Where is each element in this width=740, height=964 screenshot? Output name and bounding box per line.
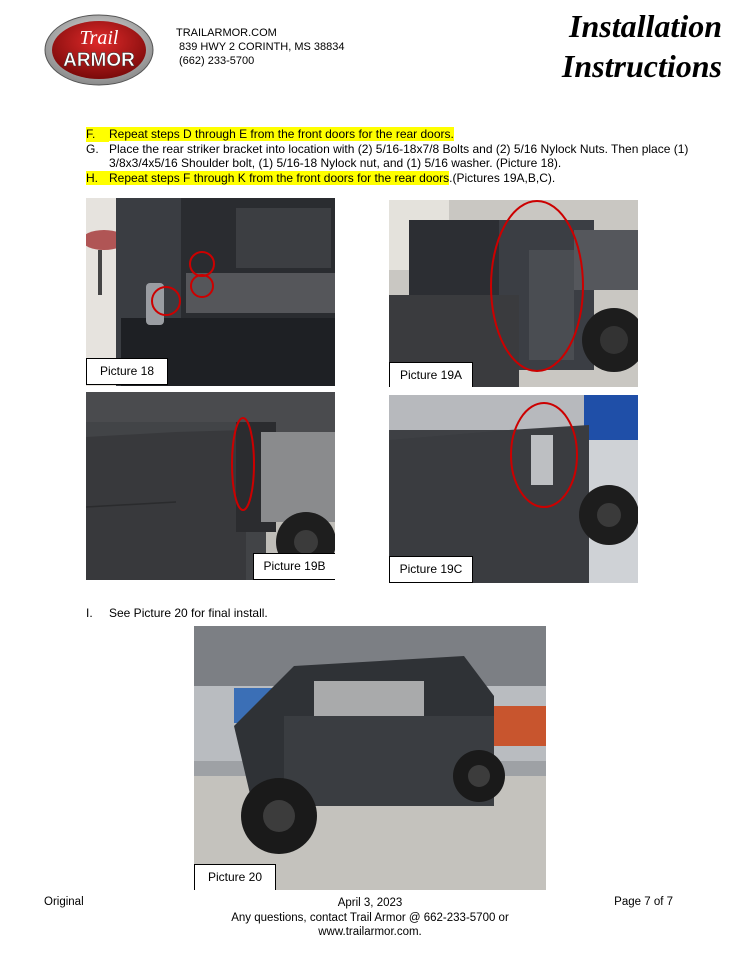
- footer-page-number: Page 7 of 7: [614, 896, 673, 908]
- trail-armor-logo: [44, 14, 154, 86]
- step-text-suffix: .(Pictures 19A,B,C).: [449, 170, 556, 185]
- step-text: See Picture 20 for final install.: [109, 606, 268, 620]
- step-text: Repeat steps F through K from the front doors for the rear doors: [109, 170, 450, 185]
- company-url: TRAILARMOR.COM: [176, 27, 277, 39]
- footer-date: April 3, 2023: [337, 897, 403, 909]
- svg-text:ARMOR: ARMOR: [63, 50, 135, 71]
- step-text: Repeat steps D through E from the front doors for the rear doors.: [109, 127, 454, 141]
- footer-contact-line-1: Any questions, contact Trail Armor @ 662-233-5700 or: [231, 912, 509, 924]
- picture-19b-image: [86, 392, 335, 580]
- footer-contact-line-2: www.trailarmor.com.: [318, 926, 422, 938]
- step-letter: I.: [86, 606, 93, 620]
- step-h: [86, 171, 706, 186]
- picture-19c-image: [389, 395, 638, 583]
- step-letter: H.: [86, 171, 109, 186]
- picture-19a-caption: Picture 19A: [389, 362, 473, 387]
- instruction-steps: [86, 127, 706, 185]
- step-letter: F.: [86, 127, 109, 142]
- photo-picture-18: [86, 198, 335, 386]
- page-title: [562, 6, 722, 86]
- photo-picture-19a: [389, 200, 638, 387]
- title-line-2: Instructions: [561, 48, 722, 84]
- picture-19c-caption: Picture 19C: [389, 556, 473, 583]
- title-line-1: Installation: [569, 8, 722, 44]
- picture-19a-image: [389, 200, 638, 387]
- photo-picture-19b: [86, 392, 335, 580]
- step-f: [86, 127, 706, 142]
- picture-20-caption: Picture 20: [194, 864, 276, 890]
- footer-left: Original: [44, 896, 84, 908]
- step-text: Place the rear striker bracket into location with (2) 5/16-18x7/8 Bolts and (2) 5/16 Nylock Nuts. Then place (1) 3/8x3/4x5/16 Shoulder bolt, (1) 5/16-18 Nylock nut, and (1) 5/16 washer. (Picture 18).: [109, 141, 689, 170]
- picture-18-caption: Picture 18: [86, 358, 168, 385]
- company-info: [176, 26, 344, 68]
- company-address: 839 HWY 2 CORINTH, MS 38834: [179, 41, 345, 53]
- step-i: [86, 606, 706, 621]
- picture-19b-caption: Picture 19B: [253, 553, 335, 580]
- company-phone: (662) 233-5700: [179, 55, 255, 67]
- photo-picture-20: [194, 626, 546, 890]
- step-g: [86, 142, 706, 171]
- photo-picture-19c: [389, 395, 638, 583]
- svg-text:Trail: Trail: [79, 27, 119, 49]
- step-letter: G.: [86, 141, 99, 156]
- picture-20-image: [194, 626, 546, 890]
